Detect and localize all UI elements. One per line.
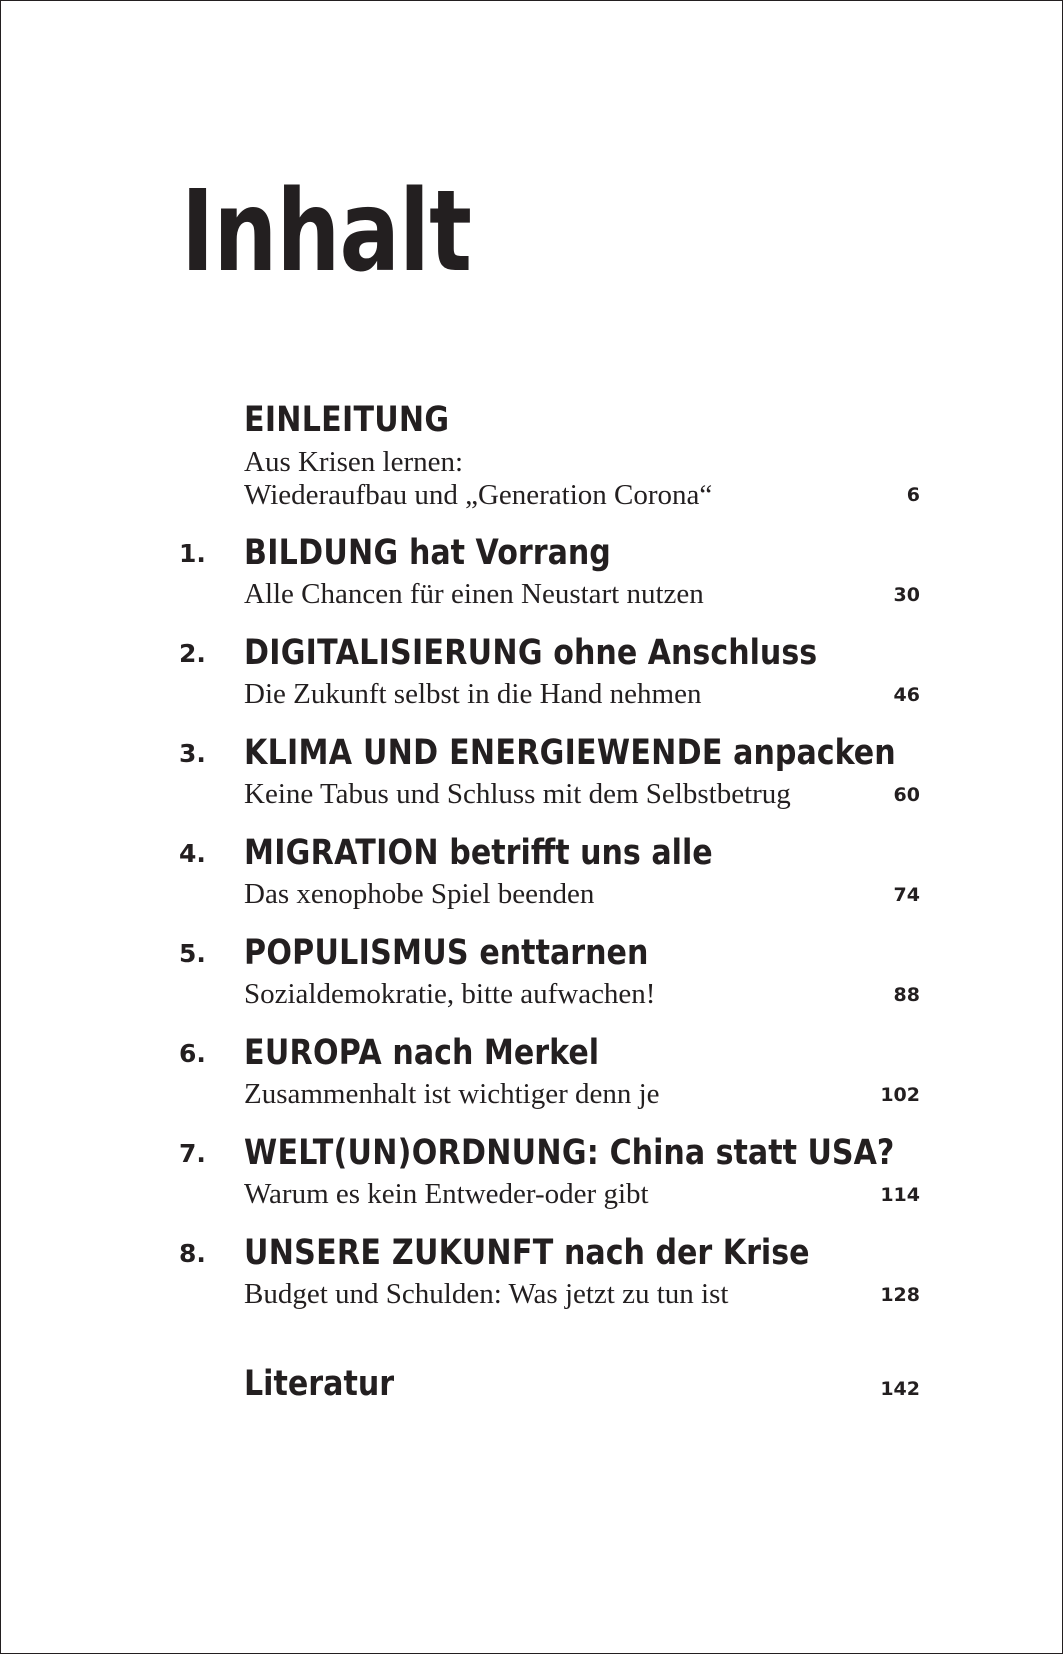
chapter-heading-caps: MIGRATION [244,833,439,873]
entry-subtitle: Wiederaufbau und „Generation Corona“ [244,479,713,511]
chapter-heading-caps: DIGITALISIERUNG [244,633,543,673]
chapter-subtitle: Das xenophobe Spiel beenden [244,878,595,910]
page-number: 60 [893,784,920,806]
chapter-number: 8. [179,1239,206,1268]
chapter-heading-rest: betrifft uns alle [449,833,713,873]
page-number: 114 [880,1184,920,1206]
chapter-number: 3. [179,739,206,768]
chapter-subtitle: Zusammenhalt ist wichtiger denn je [244,1078,660,1110]
chapter-subtitle: Alle Chancen für einen Neustart nutzen [244,578,704,610]
chapter-heading-caps: KLIMA UND ENERGIEWENDE [244,733,723,773]
chapter-number: 7. [179,1139,206,1168]
chapter-subtitle: Sozialdemokratie, bitte aufwachen! [244,978,656,1010]
chapter-subtitle: Warum es kein Entweder-oder gibt [244,1178,649,1210]
chapter-heading-caps: EUROPA [244,1033,382,1073]
chapter-number: 1. [179,539,206,568]
page-number: 142 [880,1378,920,1400]
chapter-heading-rest: ohne Anschluss [553,633,818,673]
page-number: 128 [880,1284,920,1306]
chapter-subtitle: Budget und Schulden: Was jetzt zu tun ist [244,1278,729,1310]
page-number: 102 [880,1084,920,1106]
chapter-heading-rest: enttarnen [479,933,649,973]
chapter-number: 4. [179,839,206,868]
chapter-subtitle: Keine Tabus und Schluss mit dem Selbstbetrug [244,778,791,810]
chapter-heading-caps: WELT(UN)ORDNUNG: [244,1133,600,1173]
page-number: 46 [893,684,920,706]
chapter-number: 2. [179,639,206,668]
chapter-heading-caps: UNSERE ZUKUNFT [244,1233,554,1273]
page-title: Inhalt [181,167,472,297]
entry-heading: EINLEITUNG [244,400,450,440]
chapter-heading-rest: nach Merkel [392,1033,600,1073]
page-number: 30 [893,584,920,606]
page-number: 74 [893,884,920,906]
chapter-heading-caps: BILDUNG [244,533,399,573]
chapter-heading-caps: POPULISMUS [244,933,469,973]
chapter-heading-rest: China statt USA? [609,1133,895,1173]
chapter-heading-rest: anpacken [733,733,896,773]
entry-subtitle: Aus Krisen lernen: [244,446,464,478]
page-number: 88 [893,984,920,1006]
chapter-subtitle: Die Zukunft selbst in die Hand nehmen [244,678,702,710]
chapter-heading-rest: hat Vorrang [408,533,611,573]
page-number: 6 [906,484,920,506]
literature-heading: Literatur [244,1364,395,1404]
chapter-heading-rest: nach der Krise [563,1233,810,1273]
chapter-number: 6. [179,1039,206,1068]
chapter-number: 5. [179,939,206,968]
